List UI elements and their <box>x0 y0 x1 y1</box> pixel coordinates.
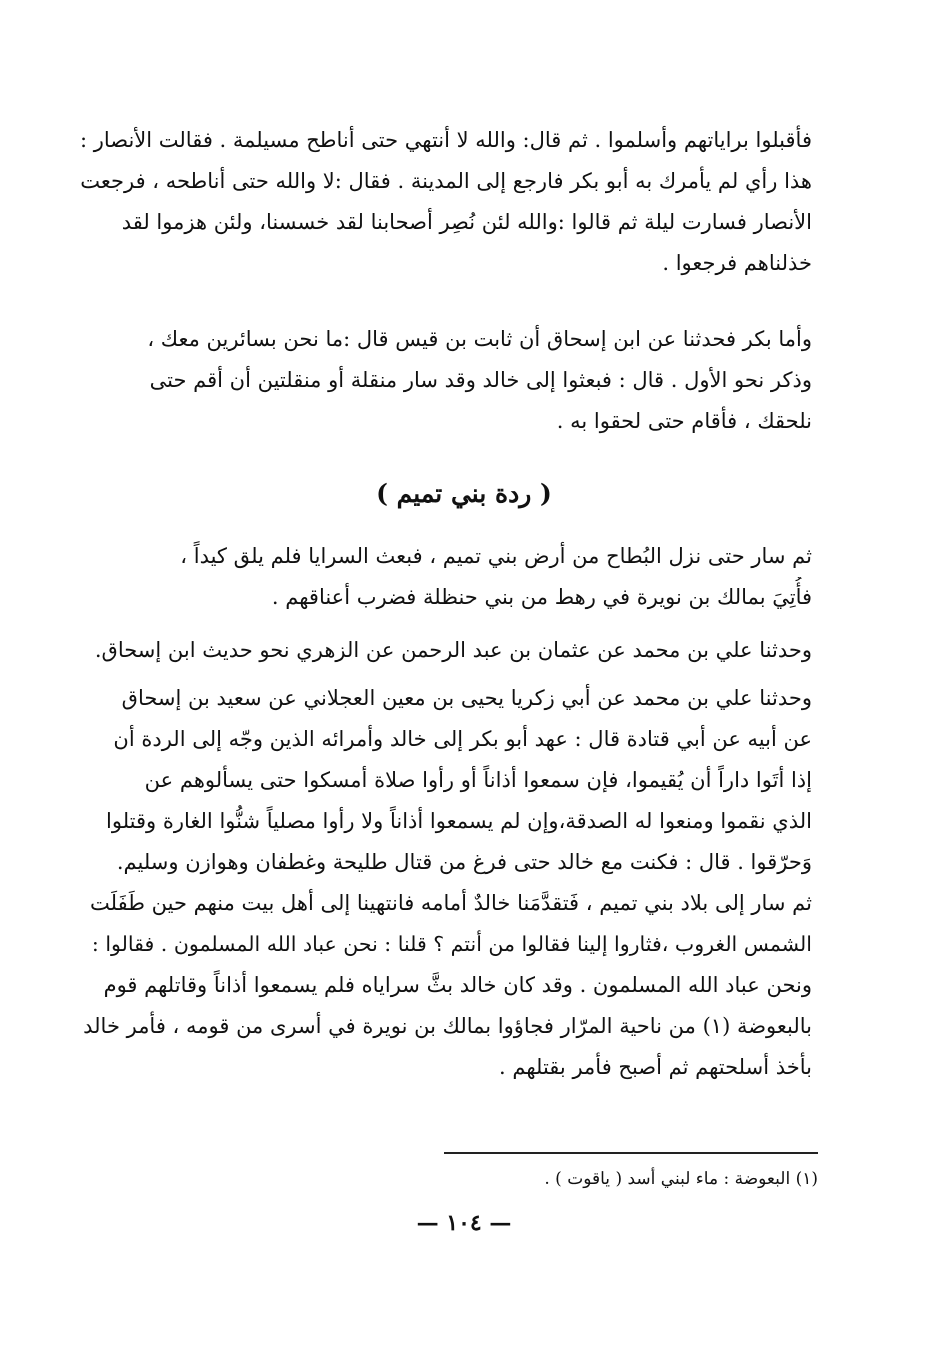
text-line: وحدثنا علي بن محمد عن أبي زكريا يحيى بن معين العجلاني عن سعيد بن إسحاق <box>121 686 812 710</box>
paragraph-5 <box>76 678 812 1088</box>
page-number: — ١٠٤ — <box>416 1210 512 1236</box>
text-line: ثم سار حتى نزل البُطاح من أرض بني تميم ، فبعث السرايا فلم يلق كيداً ، <box>180 544 812 568</box>
text-line: بالبعوضة (١) من ناحية المرّار فجاؤوا بمالك بن نويرة في أسرى من قومه ، فأمر خالد <box>83 1014 812 1038</box>
text-line: وَحرّقوا . قال : فكنت مع خالد حتى فرغ من قتال طليحة وغطفان وهوازن وسليم. <box>116 850 812 874</box>
footnote: (١) البعوضة : ماء لبني أسد ( ياقوت ) . <box>544 1169 818 1189</box>
text-line: الأنصار فسارت ليلة ثم قالوا :والله لئن نُصِر أصحابنا لقد خسسنا، ولئن هزموا لقد <box>121 210 812 234</box>
paragraph-4 <box>76 630 812 671</box>
footnote-divider <box>444 1152 818 1154</box>
text-line: خذلناهم فرجعوا . <box>662 251 812 275</box>
section-heading: ( ردة بني تميم ) <box>376 479 552 508</box>
text-line: وأما بكر فحدثنا عن ابن إسحاق أن ثابت بن قيس قال :ما نحن بسائرين معك ، <box>147 327 812 351</box>
text-line: إذا أتَوا داراً أن يُقيموا، فإن سمعوا أذاناً أو رأوا صلاة أمسكوا حتى يسألوهم عن <box>144 768 812 792</box>
text-line: بأخذ أسلحتهم ثم أصبح فأمر بقتلهم . <box>499 1055 812 1079</box>
text-line: فأقبلوا براياتهم وأسلموا . ثم قال: والله لا أنتهي حتى أناطح مسيلمة . فقالت الأنصار : <box>79 128 812 152</box>
text-line: ثم سار إلى بلاد بني تميم ، فَتقدَّمَنا خالدٌ أمامه فانتهينا إلى أهل بيت منهم حين طَفَلَت <box>90 891 812 915</box>
paragraph-2 <box>76 319 812 442</box>
text-line: الذي نقموا ومنعوا له الصدقة،وإن لم يسمعوا أذاناً ولا رأوا مصلياً شنُّوا الغارة وقتلوا <box>106 809 812 833</box>
text-line: هذا رأي لم يأمرك به أبو بكر فارجع إلى المدينة . فقال :لا والله حتى أناطحه ، فرجعت <box>80 169 812 193</box>
paragraph-1 <box>76 120 812 284</box>
text-line: وحدثنا علي بن محمد عن عثمان بن عبد الرحمن عن الزهري نحو حديث ابن إسحاق. <box>94 638 812 662</box>
text-line: ونحن عباد الله المسلمون . وقد كان خالد بثَّ سراياه فلم يسمعوا أذاناً وقاتلهم قوم <box>103 973 812 997</box>
text-line: نلحقك ، فأقام حتى لحقوا به . <box>556 409 812 433</box>
text-line: عن أبيه عن أبي قتادة قال : عهد أبو بكر إلى خالد وأمرائه الذين وجّه إلى الردة أن <box>113 727 812 751</box>
text-line: فأُتِيَ بمالك بن نويرة في رهط من بني حنظلة فضرب أعناقهم . <box>271 585 812 609</box>
paragraph-3 <box>76 536 812 618</box>
text-line: وذكر نحو الأول . قال : فبعثوا إلى خالد وقد سار منقلة أو منقلتين أن أقم حتى <box>149 368 812 392</box>
text-line: الشمس الغروب ،فثاروا إلينا فقالوا من أنتم ؟ قلنا : نحن عباد الله المسلمون . فقالوا : <box>91 932 812 956</box>
